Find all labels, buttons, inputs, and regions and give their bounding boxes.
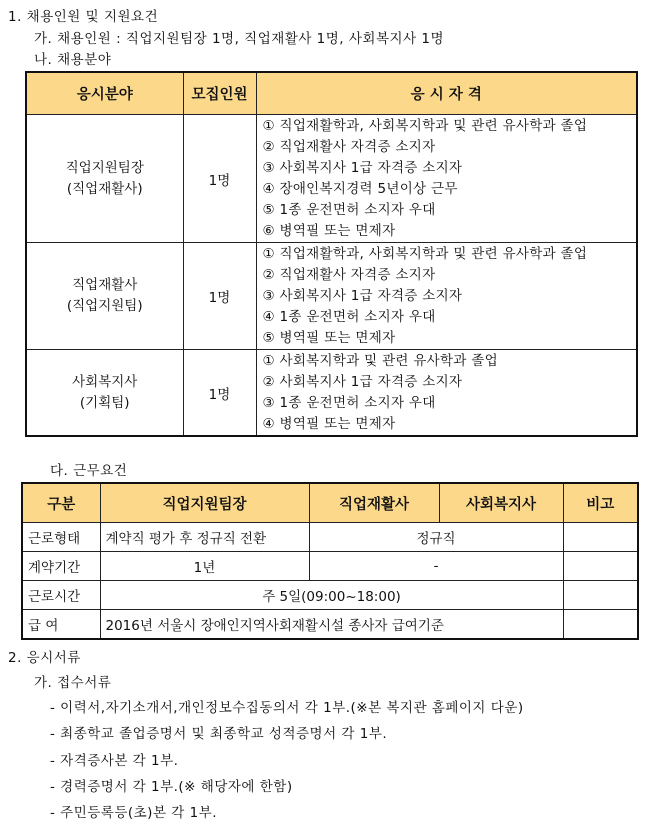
header-field: 응시분야 [26,72,183,115]
table-row [22,552,638,581]
qualification-item: ② 사회복지사 1급 자격증 소지자 [262,374,463,390]
qualifications-cell [256,115,637,243]
required-docs-heading: 가. 접수서류 [34,675,112,691]
header-category: 구분 [22,483,100,523]
header-count: 모집인원 [183,72,256,115]
headcount-summary: 가. 채용인원 : 직업지원팀장 1명, 직업재활사 1명, 사회복지사 1명 [34,31,445,47]
qualification-item: ⑤ 1종 운전면허 소지자 우대 [262,202,436,218]
qualification-item: ① 직업재활학과, 사회복지학과 및 관련 유사학과 졸업 [262,246,588,262]
table-row [22,523,638,552]
row-label: 급 여 [22,610,100,640]
section1-title: 1. 채용인원 및 지원요건 [8,9,159,25]
qualification-item: ② 직업재활사 자격증 소지자 [262,267,436,283]
qualifications-cell [256,243,637,350]
qualification-item: ⑥ 병역필 또는 면제자 [262,223,396,239]
role-team: (직업재활사) [66,180,143,197]
role-cell [26,243,183,350]
work-conditions-heading: 다. 근무요건 [50,463,128,479]
header-remarks: 비고 [563,483,638,523]
list-item: - 주민등록등(초)본 각 1부. [50,805,218,821]
cell-note [563,552,638,581]
cell-value: 계약직 평가 후 정규직 전환 [100,523,309,552]
section2-title: 2. 응시서류 [8,650,81,666]
table-row [26,243,637,350]
qualification-item: ④ 1종 운전면허 소지자 우대 [262,309,436,325]
recruit-table-header [26,72,637,115]
list-item: - 최종학교 졸업증명서 및 최종학교 성적증명서 각 1부. [50,726,388,742]
cell-value: 정규직 [309,523,563,552]
list-item: - 경력증명서 각 1부.(※ 해당자에 한함) [50,779,293,795]
role-team: (직업지원팀) [66,298,143,314]
cell-value: 2016년 서울시 장애인지역사회재활시설 종사자 급여기준 [100,610,563,640]
role-team: (기획팀) [79,394,130,411]
qualification-item: ① 사회복지학과 및 관련 유사학과 졸업 [262,353,498,369]
role-cell [26,115,183,243]
recruit-field-heading: 나. 채용분야 [34,52,112,68]
header-social-worker: 사회복지사 [439,483,563,523]
role-name: 직업지원팀장 [65,159,144,176]
cell-note [563,581,638,610]
list-item: - 자격증사본 각 1부. [50,753,179,769]
row-label: 근로형태 [22,523,100,552]
qualification-item: ② 직업재활사 자격증 소지자 [262,139,436,155]
qualification-item: ④ 장애인복지경력 5년이상 근무 [262,181,458,197]
cell-note [563,610,638,640]
table-row [26,350,637,437]
count-cell: 1명 [183,350,256,437]
qualification-item: ⑤ 병역필 또는 면제자 [262,330,396,346]
table-row [26,115,637,243]
qualifications-cell [256,350,637,437]
role-name: 직업재활사 [72,277,138,293]
header-rehab-specialist: 직업재활사 [309,483,439,523]
role-name: 사회복지사 [72,373,138,390]
table-row [22,581,638,610]
table-row [22,610,638,640]
cell-note [563,523,638,552]
work-table-header [22,483,638,523]
qualification-item: ③ 1종 운전면허 소지자 우대 [262,395,436,411]
row-label: 근로시간 [22,581,100,610]
count-cell: 1명 [183,243,256,350]
row-label: 계약기간 [22,552,100,581]
qualification-item: ④ 병역필 또는 면제자 [262,416,396,432]
qualification-item: ③ 사회복지사 1급 자격증 소지자 [262,160,463,176]
qualification-item: ③ 사회복지사 1급 자격증 소지자 [262,288,463,304]
cell-value: 주 5일(09:00~18:00) [100,581,563,610]
role-cell [26,350,183,437]
qualification-item: ① 직업재활학과, 사회복지학과 및 관련 유사학과 졸업 [262,118,588,134]
recruit-table [25,71,638,437]
list-item: - 이력서,자기소개서,개인정보수집동의서 각 1부.(※본 복지관 홈페이지 다운) [50,700,524,716]
work-conditions-table [21,482,639,640]
count-cell: 1명 [183,115,256,243]
cell-value: - [309,552,563,581]
header-qualifications: 응 시 자 격 [256,72,637,115]
cell-value: 1년 [100,552,309,581]
header-team-leader: 직업지원팀장 [100,483,309,523]
